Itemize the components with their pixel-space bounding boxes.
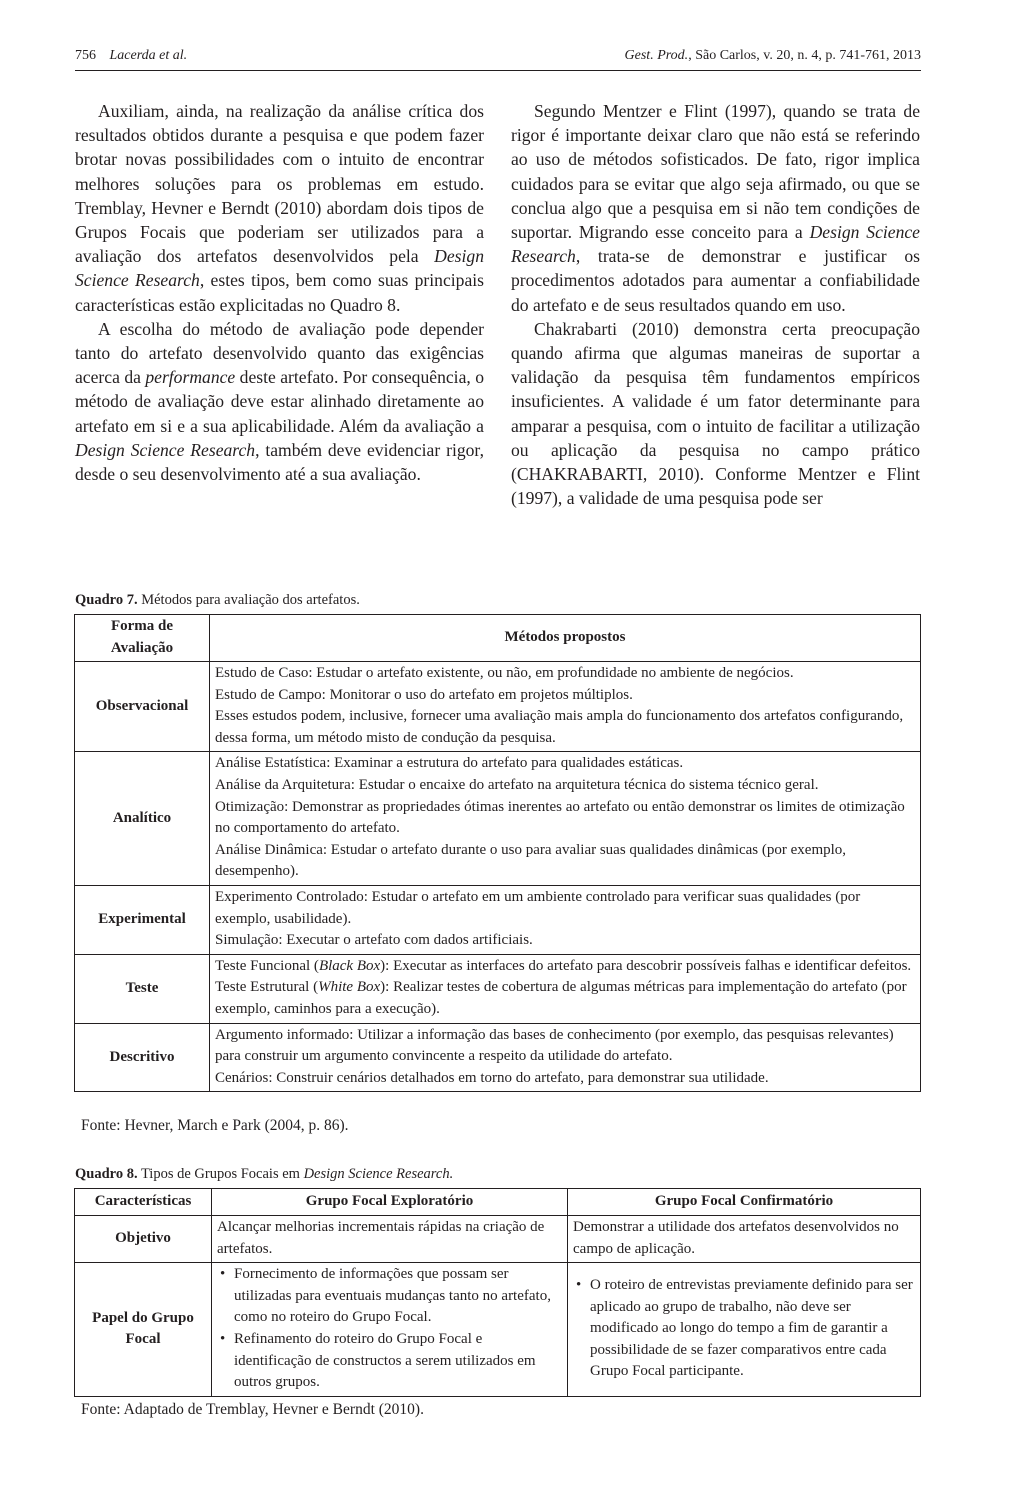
row-header: Analítico [75, 752, 210, 886]
italic-term: Design Science Research [511, 222, 920, 267]
method-line: Otimização: Demonstrar as propriedades ótimas inerentes ao artefato ou então demonstrar os limites de otimização no comportamento do artefato. [215, 798, 905, 837]
methods-cell [210, 1023, 921, 1092]
bullet-item: • O roteiro de entrevistas previamente definido para ser aplicado ao grupo de trabalho, não deve ser modificado ao longo do tempo a fim de garantir a possibilidade de se fazer comparativos entre cada Grupo Focal participante. [573, 1275, 915, 1383]
text-run: A escolha do método de avaliação pode depender tanto do artefato desenvolvido quanto das exigências acerca da [75, 318, 484, 388]
methods-cell [210, 662, 921, 752]
row-header: Teste [75, 954, 210, 1023]
quadro-7-table [74, 614, 921, 1092]
italic-term: Design Science Research [75, 246, 484, 291]
text-run: Teste Estrutural ( [215, 979, 319, 996]
column-header: Grupo Focal Exploratório [212, 1189, 568, 1216]
column-header: Forma de Avaliação [75, 615, 210, 662]
method-line [215, 956, 915, 978]
confirmatory-cell [568, 1263, 921, 1397]
quadro-8-source: Fonte: Adaptado de Tremblay, Hevner e Berndt (2010). [81, 1401, 424, 1418]
method-line: Cenários: Construir cenários detalhados em torno do artefato, para demonstrar sua utilidade. [215, 1069, 769, 1086]
caption-label: Quadro 8. [75, 1166, 138, 1182]
table-row [75, 1216, 921, 1263]
header-left [75, 48, 187, 64]
italic-term: Black Box [318, 957, 381, 974]
quadro-7-source: Fonte: Hevner, March e Park (2004, p. 86). [81, 1117, 349, 1134]
text-run: , trata-se de demonstrar e justificar os procedimentos adotados para aumentar a confiabilidade do artefato e de seus resultados quando em uso. [511, 246, 920, 315]
table-row [75, 1023, 921, 1092]
caption-title-italic: Design Science Research. [303, 1166, 454, 1182]
method-line: Argumento informado: Utilizar a informação das bases de conhecimento (por exemplo, das pesquisas relevantes) para construir um argumento convincente a respeito da utilidade do artefato. [215, 1026, 894, 1065]
paragraph [75, 317, 484, 486]
quadro-8-table [74, 1188, 921, 1397]
column-header: Métodos propostos [210, 615, 921, 662]
text-run: Teste Funcional ( [215, 957, 319, 974]
column-header: Grupo Focal Confirmatório [568, 1189, 921, 1216]
method-line: Estudo de Caso: Estudar o artefato existente, ou não, em profundidade no ambiente de negócios. [215, 665, 794, 681]
table-row [75, 662, 921, 752]
text-run: , estes tipos, bem como suas principais características estão explicitadas no Quadro 8. [75, 270, 484, 315]
paragraph: Chakrabarti (2010) demonstra certa preocupação quando afirma que algumas maneiras de suportar a validação da pesquisa têm fundamentos empíricos insuficientes. A validade é um fator determinante para amparar a pesquisa, com o intuito de facilitar a utilização ou aplicação da pesquisa no campo prático (CHAKRABARTI, 2010). Conforme Mentzer e Flint (1997), a validade de uma pesquisa pode ser [511, 318, 920, 509]
text-run: ): Executar as interfaces do artefato para descobrir possíveis falhas e identificar defeitos. [380, 957, 912, 974]
row-header: Descritivo [75, 1023, 210, 1092]
running-header [75, 48, 921, 71]
paragraph [75, 99, 484, 317]
exploratory-cell: Alcançar melhorias incrementais rápidas na criação de artefatos. [212, 1216, 568, 1263]
text-run: Segundo Mentzer e Flint (1997), quando se trata de rigor é importante deixar claro que não está se referindo ao uso de métodos sofisticados. De fato, rigor implica cuidados para se evitar que algo seja afirmado, ou que se conclua algo que a pesquisa em si não tem condições de suportar. Migrando esse conceito para a [511, 101, 920, 243]
caption-label: Quadro 7. [75, 592, 138, 608]
journal-citation: , São Carlos, v. 20, n. 4, p. 741-761, 2013 [688, 48, 921, 63]
row-header: Objetivo [75, 1216, 212, 1263]
method-line: Análise Estatística: Examinar a estrutura do artefato para qualidades estáticas. [215, 755, 684, 772]
quadro-7-caption [75, 592, 360, 609]
paragraph [511, 99, 920, 317]
method-line: Experimento Controlado: Estudar o artefato em um ambiente controlado para verificar suas qualidades (por exemplo, usabilidade). [215, 888, 861, 927]
header-right [625, 48, 921, 64]
method-line [215, 977, 915, 1020]
methods-cell [210, 752, 921, 886]
table-header-row [75, 615, 921, 662]
bullet-item: • Refinamento do roteiro do Grupo Focal e identificação de constructos a serem utilizados em outros grupos. [217, 1329, 562, 1394]
text-run: , também deve evidenciar rigor, desde o seu desenvolvimento até a sua avaliação. [75, 439, 484, 485]
exploratory-cell [212, 1263, 568, 1397]
table-row [75, 1263, 921, 1397]
bullet-list [217, 1264, 562, 1394]
method-line: Análise Dinâmica: Estudar o artefato durante o uso para avaliar suas qualidades dinâmicas (por exemplo, desempenho). [215, 841, 847, 880]
quadro-8-caption [75, 1166, 453, 1183]
method-line: Análise da Arquitetura: Estudar o encaixe do artefato na arquitetura técnica do sistema técnico geral. [215, 776, 819, 793]
column-header: Características [75, 1189, 212, 1216]
text-run: Auxiliam, ainda, na realização da análise crítica dos resultados obtidos durante a pesquisa e que podem fazer brotar novas possibilidades com o intuito de encontrar melhores soluções para os problemas em estudo. Tremblay, Hevner e Berndt (2010) abordam dois tipos de Grupos Focais que poderiam ser utilizados para a avaliação dos artefatos desenvolvidos pela [75, 101, 484, 267]
page-number: 756 [75, 48, 96, 63]
caption-title: Tipos de Grupos Focais em [137, 1166, 304, 1182]
bullet-item: • Fornecimento de informações que possam ser utilizadas para eventuais mudanças tanto no artefato, como no roteiro do Grupo Focal. [217, 1264, 562, 1329]
text-run: ): Realizar testes de cobertura de algumas métricas para implementação do artefato (por exemplo, caminhos para a execução). [215, 979, 907, 1017]
method-line: Simulação: Executar o artefato com dados artificiais. [215, 932, 533, 949]
table-row [75, 954, 921, 1023]
table-row [75, 885, 921, 954]
text-run: deste artefato. Por consequência, o método de avaliação deve estar alinhado diretamente ao artefato em si e a sua aplicabilidade. Além da avaliação a [75, 367, 484, 436]
italic-term: White Box [318, 979, 381, 996]
method-line: Estudo de Campo: Monitorar o uso do artefato em projetos múltiplos. [215, 686, 633, 703]
row-header: Observacional [75, 662, 210, 752]
row-header: Papel do Grupo Focal [75, 1263, 212, 1397]
table-header-row [75, 1189, 921, 1216]
bullet-list [573, 1275, 915, 1383]
journal-name: Gest. Prod. [624, 48, 689, 63]
method-line: Esses estudos podem, inclusive, fornecer uma avaliação mais ampla do funcionamento dos artefatos configurando, dessa forma, um método misto de condução da pesquisa. [215, 708, 904, 746]
body-column-left [75, 99, 484, 486]
confirmatory-cell: Demonstrar a utilidade dos artefatos desenvolvidos no campo de aplicação. [568, 1216, 921, 1263]
caption-title: Métodos para avaliação dos artefatos. [137, 592, 360, 608]
table-row [75, 752, 921, 886]
italic-term: performance [145, 367, 236, 388]
row-header: Experimental [75, 885, 210, 954]
methods-cell [210, 885, 921, 954]
body-column-right [511, 99, 920, 510]
methods-cell [210, 954, 921, 1023]
header-authors: Lacerda et al. [109, 48, 188, 63]
italic-term: Design Science Research [75, 439, 256, 460]
